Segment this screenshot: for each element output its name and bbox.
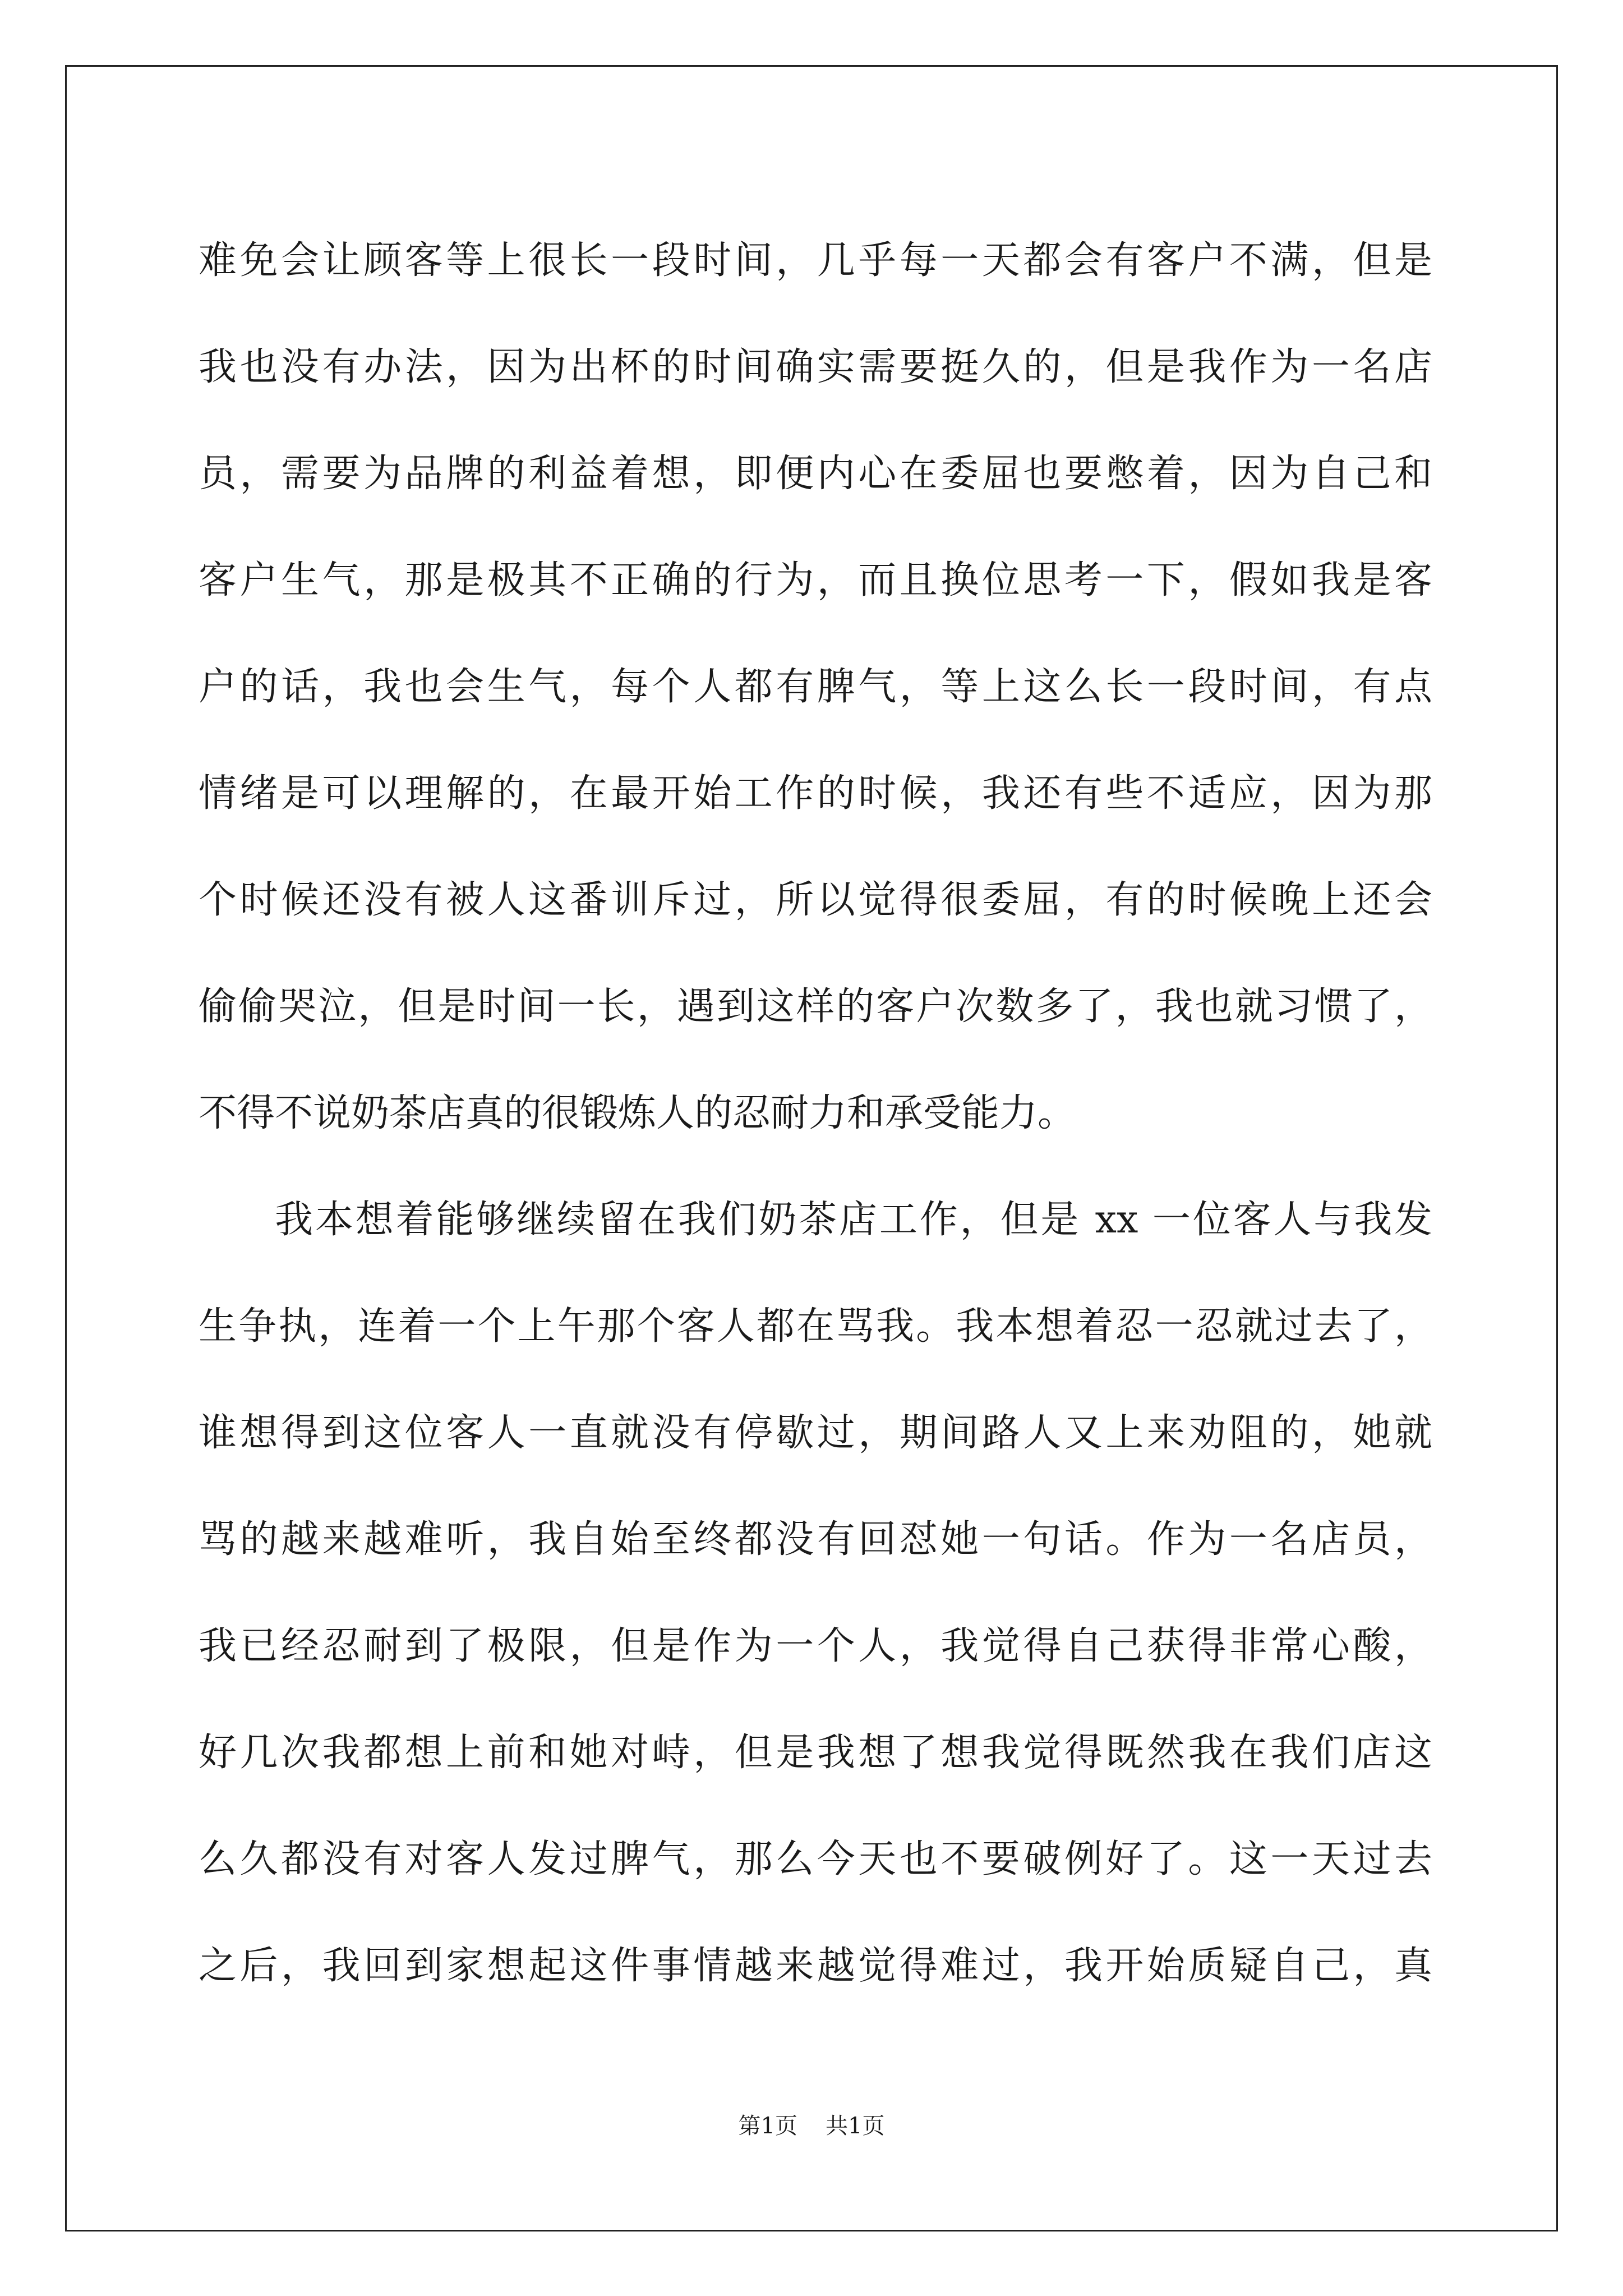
text-line: 我本想着能够继续留在我们奶茶店工作，但是 xx 一位客人与我发 [275, 1198, 1432, 1242]
document-body [199, 208, 1432, 2019]
text-line: 员，需要为品牌的利益着想，即便内心在委屈也要憋着，因为自己和 [199, 452, 1432, 496]
text-line: 情绪是可以理解的，在最开始工作的时候，我还有些不适应，因为那 [199, 771, 1432, 816]
text-line: 客户生气，那是极其不正确的行为，而且换位思考一下，假如我是客 [199, 558, 1432, 602]
text-line: 之后，我回到家想起这件事情越来越觉得难过，我开始质疑自己，真 [199, 1944, 1432, 1988]
page-footer [0, 2109, 1623, 2143]
text-line: 生争执，连着一个上午那个客人都在骂我。我本想着忍一忍就过去了， [199, 1304, 1432, 1349]
text-line: 户的话，我也会生气，每个人都有脾气，等上这么长一段时间，有点 [199, 665, 1432, 709]
text-line: 我已经忍耐到了极限，但是作为一个人，我觉得自己获得非常心酸， [199, 1624, 1432, 1668]
text-line: 难免会让顾客等上很长一段时间，几乎每一天都会有客户不满，但是 [199, 238, 1432, 283]
page-number: 第1页 [738, 2113, 797, 2139]
text-line: 不得不说奶茶店真的很锻炼人的忍耐力和承受能力。 [199, 1091, 1076, 1135]
text-line: 偷偷哭泣，但是时间一长，遇到这样的客户次数多了，我也就习惯了， [199, 984, 1432, 1029]
text-line: 个时候还没有被人这番训斥过，所以觉得很委屈，有的时候晚上还会 [199, 878, 1432, 922]
text-line: 好几次我都想上前和她对峙，但是我想了想我觉得既然我在我们店这 [199, 1731, 1432, 1775]
text-line: 我也没有办法，因为出杯的时间确实需要挺久的，但是我作为一名店 [199, 345, 1432, 389]
text-line: 骂的越来越难听，我自始至终都没有回怼她一句话。作为一名店员， [199, 1517, 1432, 1562]
page-count: 共1页 [826, 2113, 885, 2139]
text-line: 么久都没有对客人发过脾气，那么今天也不要破例好了。这一天过去 [199, 1837, 1432, 1881]
text-line: 谁想得到这位客人一直就没有停歇过，期间路人又上来劝阻的，她就 [199, 1411, 1432, 1455]
